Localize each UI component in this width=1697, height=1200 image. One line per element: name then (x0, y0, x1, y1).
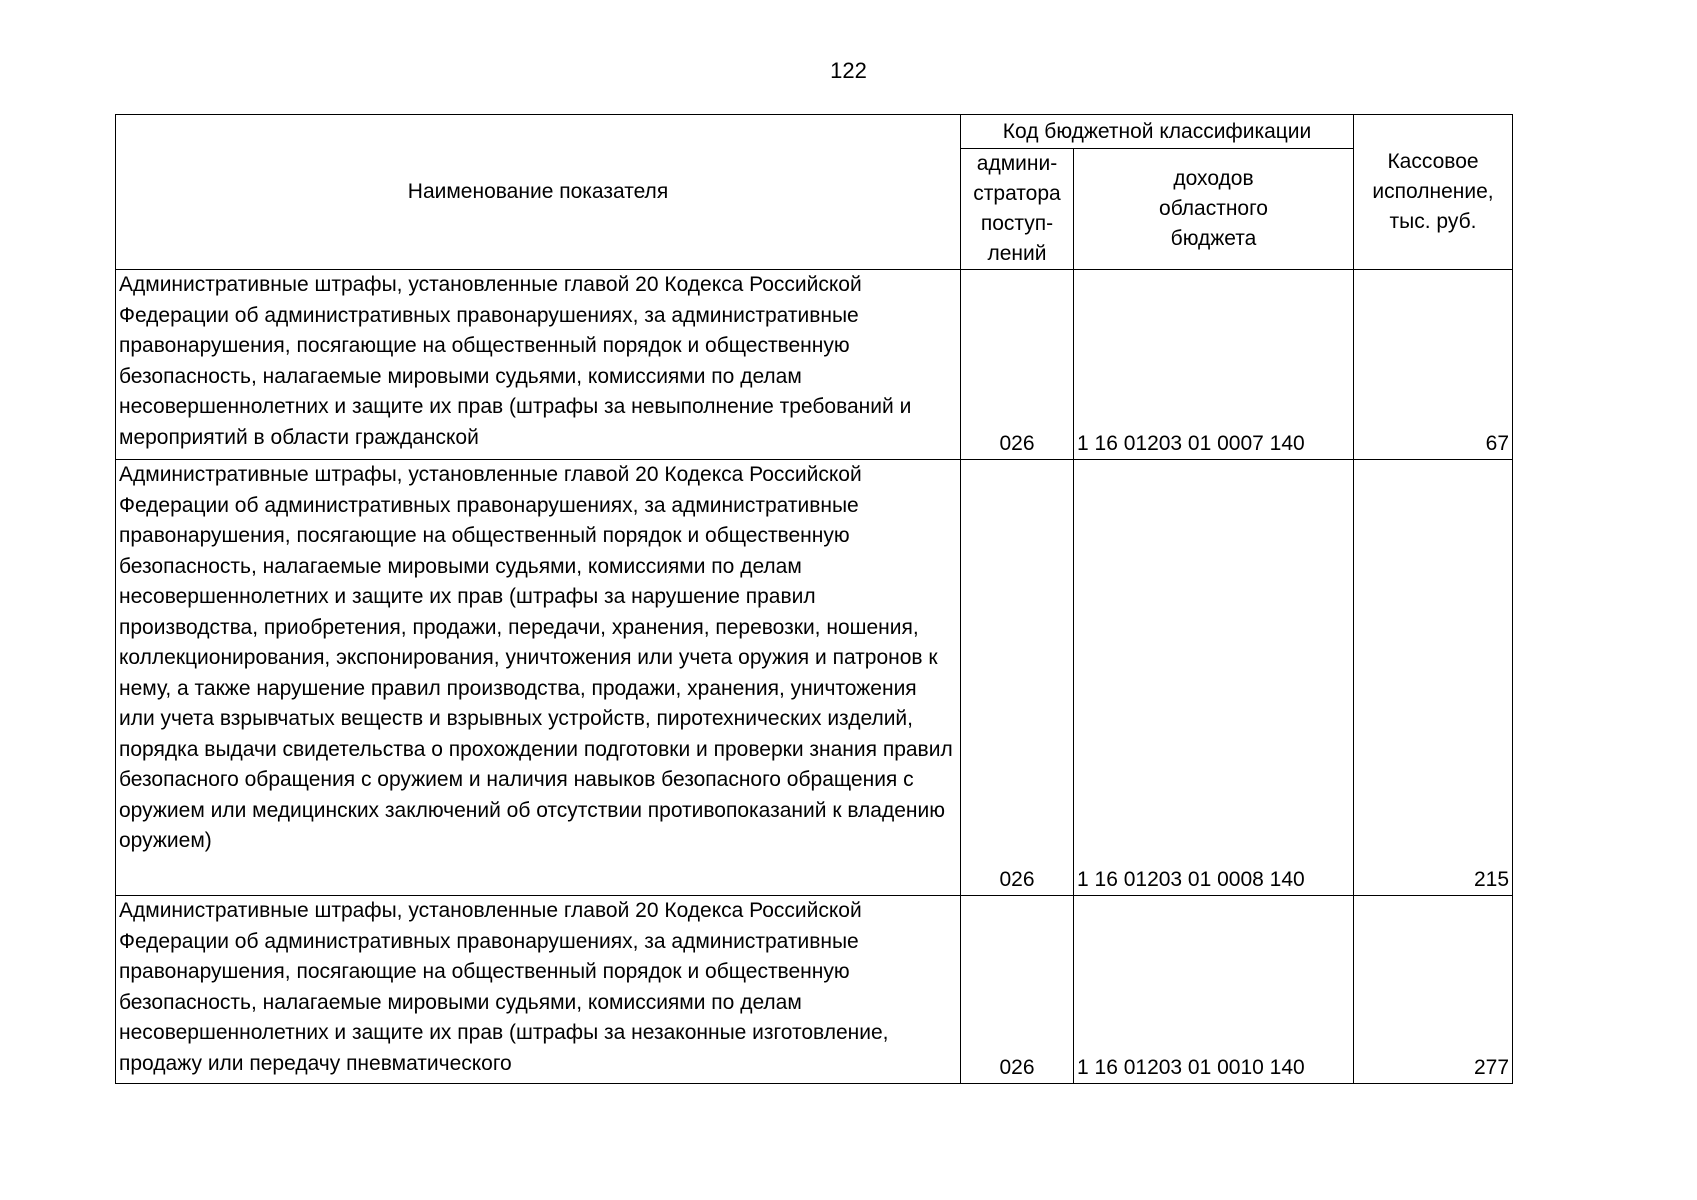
row-amount: 215 (1354, 460, 1513, 896)
budget-revenue-table (115, 114, 1513, 1084)
row-name: Административные штрафы, установленные главой 20 Кодекса Российской Федерации об административных правонарушениях, за административные правонарушения, посягающие на общественный порядок и общественную безопасность, налагаемые мировыми судьями, комиссиями по делам несовершеннолетних и защите их прав (штрафы за незаконные изготовление, продажу или передачу пневматического (116, 896, 961, 1084)
row-admin-code: 026 (961, 270, 1074, 460)
row-budget-code: 1 16 01203 01 0010 140 (1074, 896, 1354, 1084)
row-admin-code: 026 (961, 896, 1074, 1084)
page-number: 122 (830, 58, 867, 83)
table-row (116, 270, 1513, 460)
header-admin: админи- стратора поступ- лений (961, 149, 1074, 270)
table-row (116, 896, 1513, 1084)
row-name: Административные штрафы, установленные главой 20 Кодекса Российской Федерации об административных правонарушениях, за административные правонарушения, посягающие на общественный порядок и общественную безопасность, налагаемые мировыми судьями, комиссиями по делам несовершеннолетних и защите их прав (штрафы за нарушение правил производства, приобретения, продажи, передачи, хранения, перевозки, ношения, коллекционирования, экспонирования, уничтожения или учета оружия и патронов к нему, а также нарушение правил производства, продажи, хранения, уничтожения или учета взрывчатых веществ и взрывных устройств, пиротехнических изделий, порядка выдачи свидетельства о прохождении подготовки и проверки знания правил безопасного обращения с оружием и наличия навыков безопасного обращения с оружием или медицинских заключений об отсутствии противопоказаний к владению оружием) (116, 460, 961, 896)
row-budget-code: 1 16 01203 01 0008 140 (1074, 460, 1354, 896)
row-name: Административные штрафы, установленные главой 20 Кодекса Российской Федерации об административных правонарушениях, за административные правонарушения, посягающие на общественный порядок и общественную безопасность, налагаемые мировыми судьями, комиссиями по делам несовершеннолетних и защите их прав (штрафы за невыполнение требований и мероприятий в области гражданской (116, 270, 961, 460)
row-admin-code: 026 (961, 460, 1074, 896)
header-amount: Кассовое исполнение, тыс. руб. (1354, 115, 1513, 270)
header-income: доходов областного бюджета (1074, 149, 1354, 270)
row-budget-code: 1 16 01203 01 0007 140 (1074, 270, 1354, 460)
row-amount: 277 (1354, 896, 1513, 1084)
header-name: Наименование показателя (116, 115, 961, 270)
table-row (116, 460, 1513, 896)
header-code-group: Код бюджетной классификации (961, 115, 1354, 149)
row-amount: 67 (1354, 270, 1513, 460)
